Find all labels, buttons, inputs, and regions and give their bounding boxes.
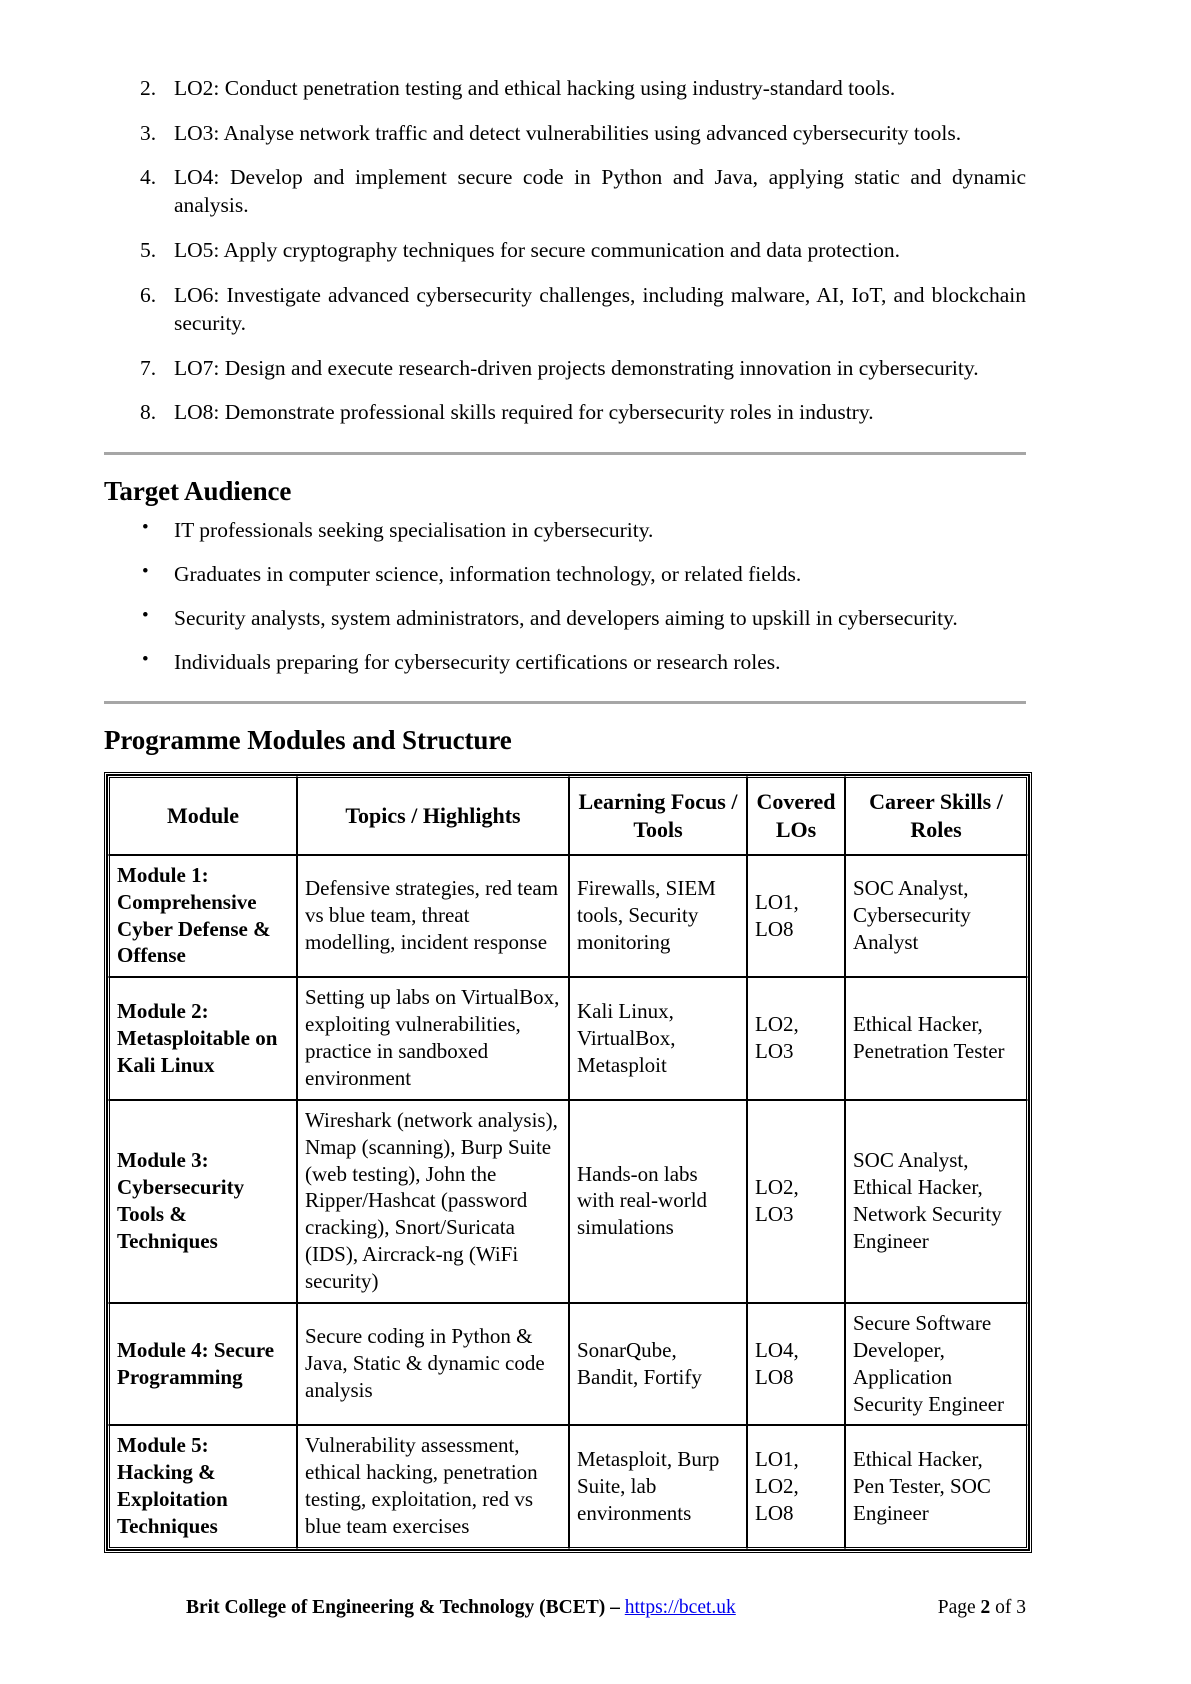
list-item-text: LO6: Investigate advanced cybersecurity challenges, including malware, AI, IoT, and blockchain security. xyxy=(174,282,1026,335)
cell-topics: Secure coding in Python & Java, Static & dynamic code analysis xyxy=(297,1303,569,1426)
cell-module: Module 1: Comprehensive Cyber Defense & Offense xyxy=(107,855,297,978)
list-item xyxy=(104,281,1026,337)
list-item-text: IT professionals seeking specialisation in cybersecurity. xyxy=(174,518,654,543)
cell-career-skills: Secure Software Developer, Application Security Engineer xyxy=(845,1303,1029,1426)
column-header-topics: Topics / Highlights xyxy=(297,775,569,855)
list-item-number: 7. xyxy=(140,355,157,380)
list-item xyxy=(104,163,1026,219)
modules-table-wrapper xyxy=(104,772,1026,1553)
cell-career-skills: SOC Analyst, Cybersecurity Analyst xyxy=(845,855,1029,978)
list-item-text: LO3: Analyse network traffic and detect vulnerabilities using advanced cybersecurity tools. xyxy=(174,120,962,145)
cell-module: Module 5: Hacking & Exploitation Techniques xyxy=(107,1425,297,1550)
cell-learning-focus: Metasploit, Burp Suite, lab environments xyxy=(569,1425,747,1550)
cell-learning-focus: Firewalls, SIEM tools, Security monitoring xyxy=(569,855,747,978)
cell-topics: Vulnerability assessment, ethical hacking, penetration testing, exploitation, red vs blue team exercises xyxy=(297,1425,569,1550)
list-item-text: Security analysts, system administrators, and developers aiming to upskill in cybersecurity. xyxy=(174,605,958,630)
page-content xyxy=(104,74,1026,1553)
cell-covered-los: LO1, LO2, LO8 xyxy=(747,1425,845,1550)
learning-outcomes-list xyxy=(104,74,1026,426)
table-row xyxy=(107,1303,1029,1426)
cell-learning-focus: Hands-on labs with real-world simulations xyxy=(569,1100,747,1303)
page-title-target-audience: Target Audience xyxy=(104,476,292,507)
table-row xyxy=(107,1425,1029,1550)
list-item-text: LO2: Conduct penetration testing and ethical hacking using industry-standard tools. xyxy=(174,76,896,100)
list-item xyxy=(104,74,1026,102)
cell-module: Module 2: Metasploitable on Kali Linux xyxy=(107,977,297,1100)
list-item-text: LO7: Design and execute research-driven projects demonstrating innovation in cybersecurity. xyxy=(174,355,979,380)
list-item-number: 6. xyxy=(140,282,157,307)
list-item xyxy=(104,236,1026,264)
list-item xyxy=(104,517,1026,545)
table-body xyxy=(107,855,1029,1550)
list-item-number: 2. xyxy=(140,76,157,100)
list-item xyxy=(104,354,1026,382)
cell-covered-los: LO2, LO3 xyxy=(747,1100,845,1303)
section-divider xyxy=(104,701,1026,704)
list-item xyxy=(104,649,1026,677)
table-header-row xyxy=(107,775,1029,855)
table-row xyxy=(107,977,1029,1100)
list-item xyxy=(104,561,1026,589)
footer-website-link[interactable]: https://bcet.uk xyxy=(624,1597,736,1618)
cell-covered-los: LO4, LO8 xyxy=(747,1303,845,1426)
bullet-icon: • xyxy=(142,648,149,670)
page-label-suffix: of 3 xyxy=(990,1597,1026,1618)
cell-learning-focus: SonarQube, Bandit, Fortify xyxy=(569,1303,747,1426)
list-item-text: LO4: Develop and implement secure code in Python and Java, applying static and dynamic analysis. xyxy=(174,165,1026,218)
list-item-number: 5. xyxy=(140,238,157,263)
footer-organisation xyxy=(104,1596,736,1619)
cell-covered-los: LO1, LO8 xyxy=(747,855,845,978)
page-label-prefix: Page xyxy=(937,1597,981,1618)
list-item-text: LO8: Demonstrate professional skills required for cybersecurity roles in industry. xyxy=(174,400,874,425)
column-header-covered-los: Covered LOs xyxy=(747,775,845,855)
cell-topics: Setting up labs on VirtualBox, exploiting vulnerabilities, practice in sandboxed environment xyxy=(297,977,569,1100)
bullet-icon: • xyxy=(142,604,149,626)
page-title-programme-modules: Programme Modules and Structure xyxy=(104,724,512,755)
cell-career-skills: Ethical Hacker, Pen Tester, SOC Engineer xyxy=(845,1425,1029,1550)
cell-module: Module 3: Cybersecurity Tools & Techniques xyxy=(107,1100,297,1303)
cell-covered-los: LO2, LO3 xyxy=(747,977,845,1100)
list-item-text: LO5: Apply cryptography techniques for secure communication and data protection. xyxy=(174,238,901,263)
list-item xyxy=(104,398,1026,426)
cell-topics: Defensive strategies, red team vs blue team, threat modelling, incident response xyxy=(297,855,569,978)
page-footer xyxy=(104,1596,1026,1619)
list-item-text: Graduates in computer science, information technology, or related fields. xyxy=(174,562,802,587)
list-item xyxy=(104,119,1026,147)
column-header-learning-focus: Learning Focus / Tools xyxy=(569,775,747,855)
table-row xyxy=(107,855,1029,978)
cell-module: Module 4: Secure Programming xyxy=(107,1303,297,1426)
list-item-number: 4. xyxy=(140,165,157,190)
column-header-module: Module xyxy=(107,775,297,855)
bullet-icon: • xyxy=(142,517,149,539)
target-audience-list xyxy=(104,517,1026,677)
cell-topics: Wireshark (network analysis), Nmap (scanning), Burp Suite (web testing), John the Ripper/Hashcat (password cracking), Snort/Suricata (IDS), Aircrack-ng (WiFi security) xyxy=(297,1100,569,1303)
bullet-icon: • xyxy=(142,561,149,583)
cell-career-skills: Ethical Hacker, Penetration Tester xyxy=(845,977,1029,1100)
list-item xyxy=(104,605,1026,633)
footer-org-text: Brit College of Engineering & Technology (BCET) – xyxy=(186,1597,625,1618)
section-divider xyxy=(104,452,1026,455)
table-row xyxy=(107,1100,1029,1303)
table-header xyxy=(107,775,1029,855)
list-item-number: 3. xyxy=(140,120,157,145)
programme-modules-table xyxy=(104,772,1032,1553)
list-item-text: Individuals preparing for cybersecurity certifications or research roles. xyxy=(174,649,781,674)
cell-career-skills: SOC Analyst, Ethical Hacker, Network Security Engineer xyxy=(845,1100,1029,1303)
footer-page-number xyxy=(938,1596,1026,1619)
list-item-number: 8. xyxy=(140,400,157,425)
page-number-value: 2 xyxy=(980,1597,991,1618)
cell-learning-focus: Kali Linux, VirtualBox, Metasploit xyxy=(569,977,747,1100)
column-header-career-skills: Career Skills / Roles xyxy=(845,775,1029,855)
